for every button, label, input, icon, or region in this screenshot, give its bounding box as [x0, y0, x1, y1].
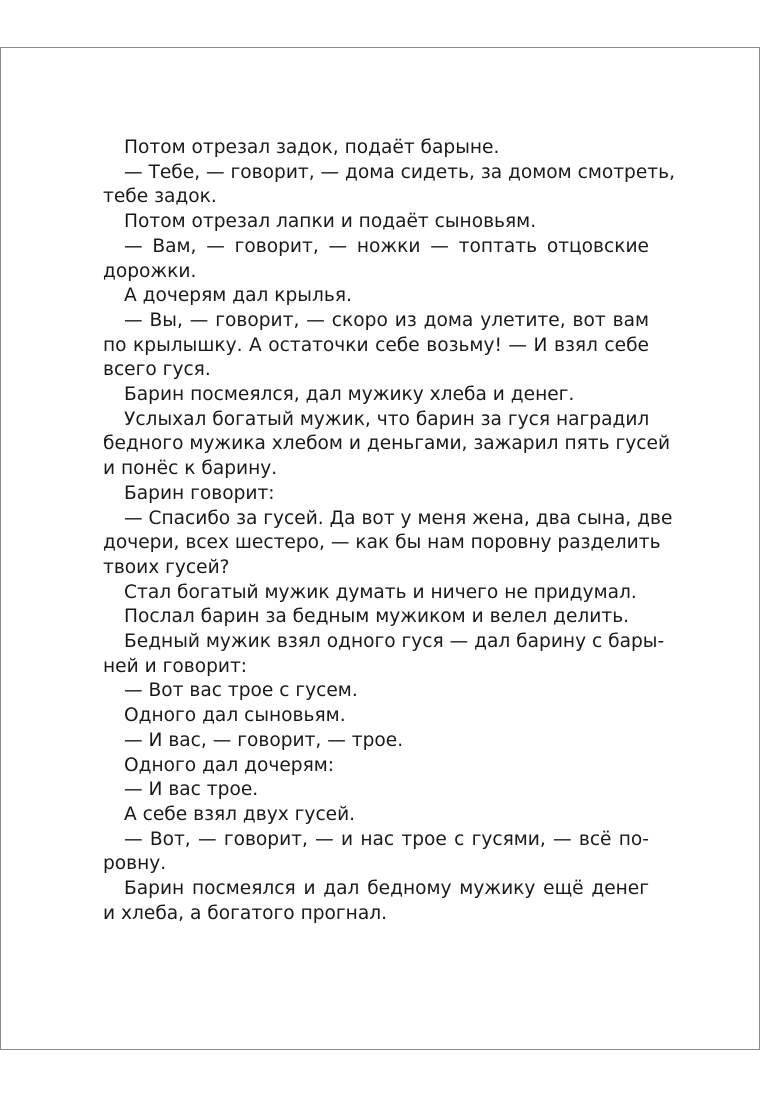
- paragraph: [103, 235, 649, 284]
- text-line: Послал барин за бедным мужиком и велел делить.: [124, 606, 630, 628]
- text-line: Барин говорит:: [124, 482, 275, 504]
- paragraph: [103, 729, 649, 754]
- paragraph: [103, 803, 649, 828]
- text-line: — Вы, — говорит, — скоро из дома улетите, вот вам: [124, 309, 649, 331]
- paragraph: [103, 507, 673, 581]
- paragraph: [103, 210, 649, 235]
- paragraph: [103, 581, 649, 606]
- text-line: по крылышку. А остаточки себе возьму! — И взял себе: [103, 334, 649, 356]
- text-line: — Вот вас трое с гусем.: [124, 680, 358, 702]
- text-line: дочери, всех шестеро, — как бы нам поровну разделить: [103, 532, 661, 554]
- text-line: Бедный мужик взял одного гуся — дал барину с бары-: [124, 631, 665, 653]
- paragraph: [103, 482, 649, 507]
- text-line: всего гуся.: [103, 359, 211, 381]
- text-line: — Вот, — говорит, — и нас трое с гусями, — всё по-: [124, 828, 649, 850]
- paragraph: [103, 704, 649, 729]
- paragraph: [103, 630, 665, 679]
- text-line: дорожки.: [103, 260, 197, 282]
- text-line: Потом отрезал лапки и подаёт сыновьям.: [124, 211, 537, 233]
- paragraph: [103, 754, 649, 779]
- text-line: — Спасибо за гусей. Да вот у меня жена, два сына, две: [124, 507, 673, 529]
- paragraph: [103, 679, 649, 704]
- text-line: бедного мужика хлебом и деньгами, зажарил пять гусей: [103, 433, 671, 455]
- paragraph: [103, 778, 649, 803]
- text-line: и понёс к барину.: [103, 458, 278, 480]
- paragraph: [103, 877, 649, 926]
- text-line: — Тебе, — говорит, — дома сидеть, за домом смотреть,: [124, 161, 675, 183]
- paragraph: [103, 828, 649, 877]
- text-line: Барин посмеялся и дал бедному мужику ещё денег: [124, 878, 649, 900]
- text-line: — Вам, — говорит, — ножки — топтать отцовские: [124, 235, 649, 257]
- text-line: ровну.: [103, 853, 167, 875]
- text-line: Одного дал дочерям:: [124, 754, 335, 776]
- text-line: твоих гусей?: [103, 556, 230, 578]
- paragraph: [103, 284, 649, 309]
- text-line: Стал богатый мужик думать и ничего не придумал.: [124, 581, 637, 603]
- text-line: — И вас, — говорит, — трое.: [124, 729, 404, 751]
- paragraph: [103, 605, 649, 630]
- text-line: А дочерям дал крылья.: [124, 285, 352, 307]
- text-line: А себе взял двух гусей.: [124, 803, 356, 825]
- text-line: ней и говорит:: [103, 655, 248, 677]
- text-line: Потом отрезал задок, подаёт барыне.: [124, 137, 500, 158]
- text-line: Барин посмеялся, дал мужику хлеба и денег.: [124, 384, 575, 406]
- text-line: тебе задок.: [103, 186, 217, 208]
- text-line: — И вас трое.: [124, 779, 259, 801]
- text-line: Услыхал богатый мужик, что барин за гуся наградил: [124, 408, 650, 430]
- paragraph: [103, 161, 675, 210]
- paragraph: [103, 309, 649, 383]
- text-line: Одного дал сыновьям.: [124, 705, 346, 727]
- story-text: [103, 136, 675, 927]
- paragraph: [103, 383, 649, 408]
- text-line: и хлеба, а богатого прогнал.: [103, 902, 388, 924]
- paragraph: [103, 136, 649, 161]
- paragraph: [103, 408, 671, 482]
